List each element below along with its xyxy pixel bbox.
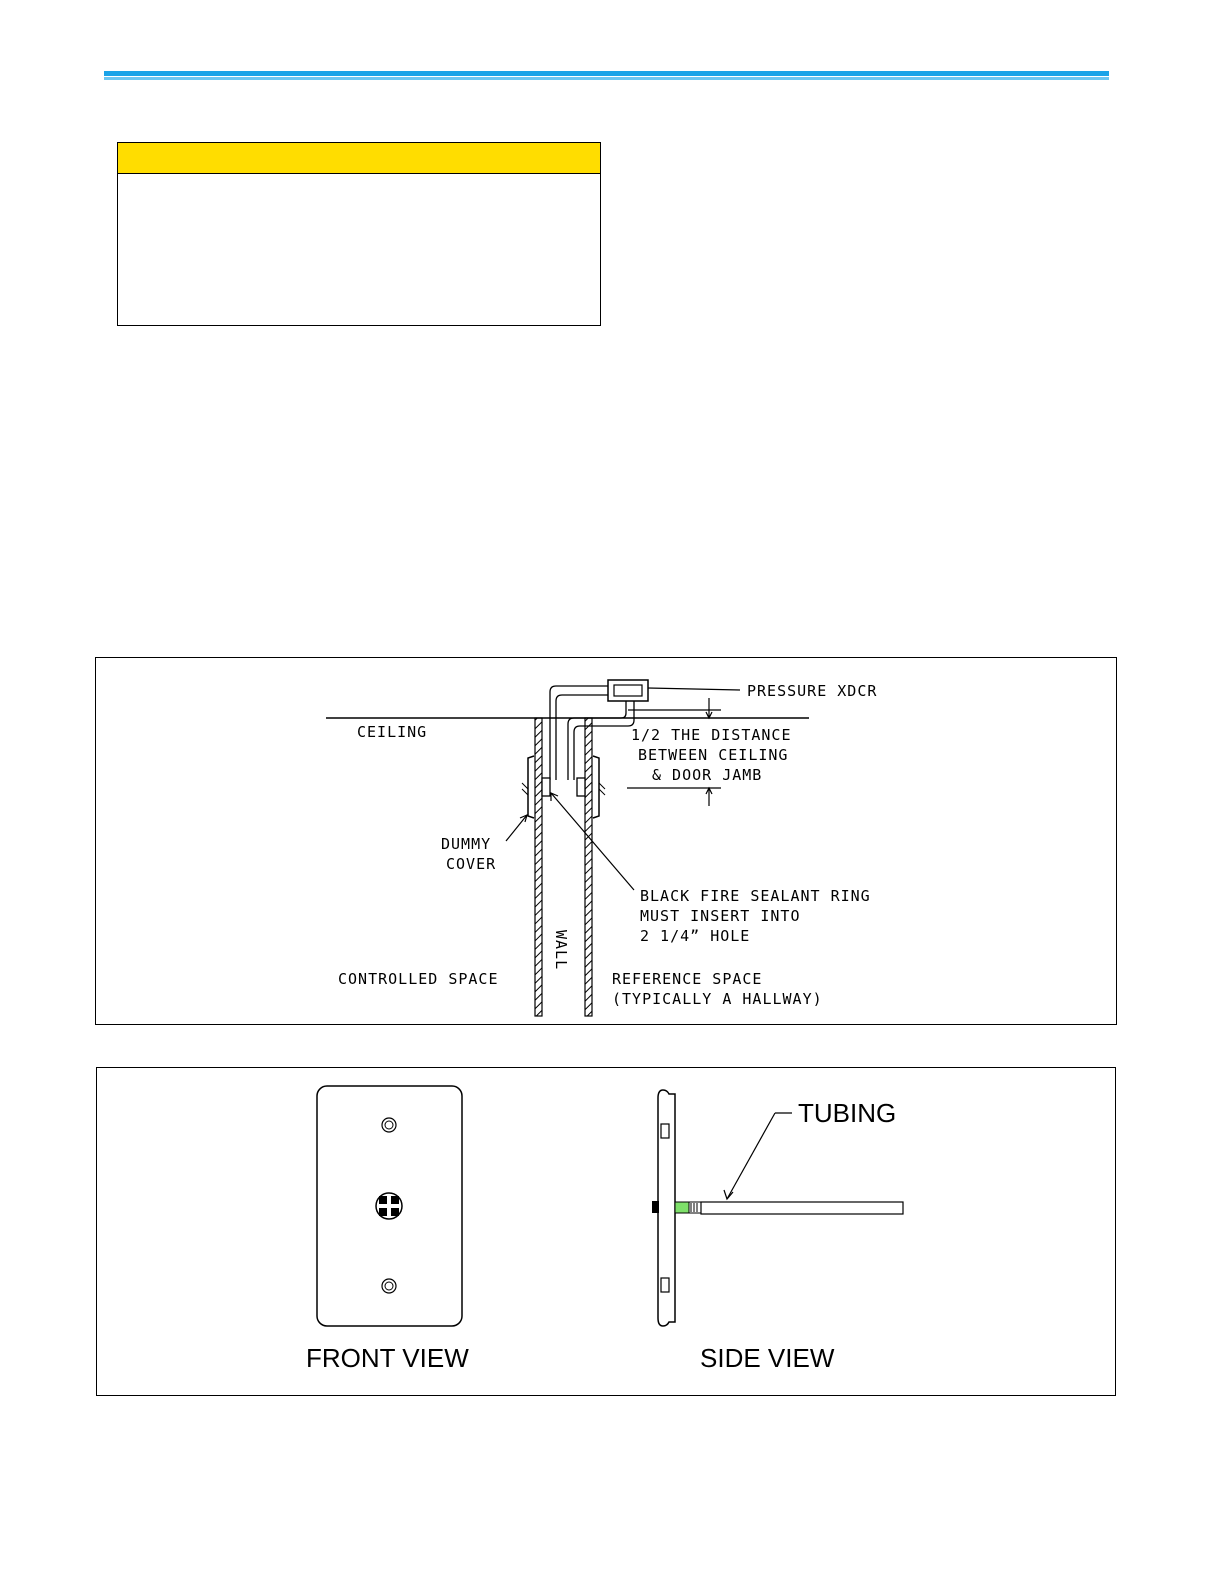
header-rule-thick [104,71,1109,76]
sensor-views-svg [97,1068,1115,1395]
front-port-grille [376,1193,402,1219]
header-rule-thin [104,77,1109,80]
label-distance-2: BETWEEN CEILING [638,746,789,764]
label-wall: WALL [552,930,570,971]
label-ring-1: BLACK FIRE SEALANT RING [640,887,871,905]
side-screw-top [661,1124,669,1138]
label-reference-1: REFERENCE SPACE [612,970,763,988]
screw-mark [522,789,528,795]
tubing [701,1202,903,1214]
label-side-view: SIDE VIEW [700,1343,835,1373]
label-pressure-xdcr: PRESSURE XDCR [747,682,878,700]
front-screw-top-inner [385,1121,393,1129]
tubing-left-inner [556,695,608,780]
left-fitting [542,778,550,796]
screw-mark [522,783,528,789]
pressure-leader [648,688,740,690]
label-reference-2: (TYPICALLY A HALLWAY) [612,990,823,1008]
mounting-diagram-svg [96,658,1116,1024]
wall-left-section [535,718,542,1016]
tubing-right-inner [574,701,634,780]
label-controlled-space: CONTROLLED SPACE [338,970,499,988]
mounting-diagram [95,657,1117,1025]
warning-box [117,142,601,326]
label-distance-3: & DOOR JAMB [652,766,763,784]
pressure-xdcr-window [614,685,642,696]
label-ring-3: 2 1/4” HOLE [640,927,751,945]
screw-mark [599,789,605,795]
dummy-leader [506,815,527,841]
header-rule [104,71,1109,80]
right-fitting [577,778,585,796]
label-dummy-1: DUMMY [441,835,492,853]
side-port-nub [652,1201,659,1213]
label-distance-1: 1/2 THE DISTANCE [631,726,792,744]
dummy-cover [528,756,534,818]
tubing-leader-diag [727,1113,775,1199]
right-plate [593,756,599,818]
front-screw-bottom-inner [385,1282,393,1290]
tubing-right [568,701,626,780]
warning-header [118,143,600,174]
label-ring-2: MUST INSERT INTO [640,907,801,925]
label-tubing: TUBING [798,1098,897,1128]
wall-right-section [585,718,592,1016]
label-front-view: FRONT VIEW [306,1343,469,1373]
side-fitting [675,1202,689,1213]
screw-mark [599,783,605,789]
label-ceiling: CEILING [357,723,428,741]
label-dummy-2: COVER [446,855,497,873]
sensor-views-diagram [96,1067,1116,1396]
side-screw-bottom [661,1278,669,1292]
